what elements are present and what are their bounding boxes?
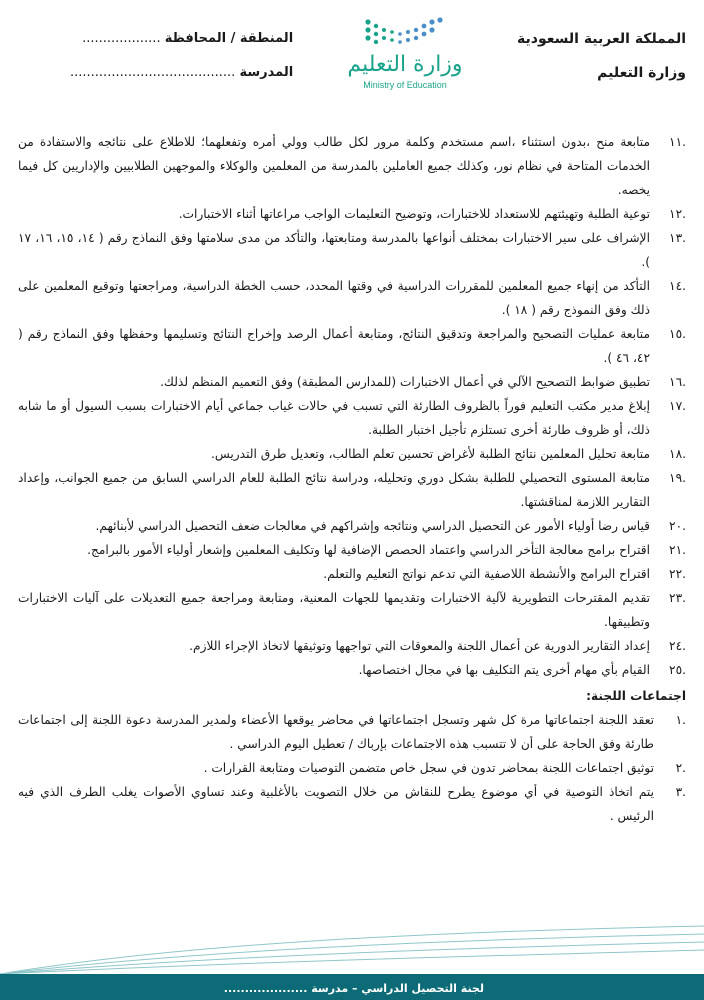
list-item [18,274,686,322]
item-text: اقتراح برامج معالجة التأخر الدراسي واعتماد الحصص الإضافية لها وتكليف المعلمين وإشعار أولياء الأمور بالبرامج. [87,543,650,557]
kingdom-name: المملكة العربية السعودية [517,31,686,47]
page-header [0,0,704,110]
item-text: تطبيق ضوابط التصحيح الآلي في أعمال الاختبارات (للمدارس المطبقة) وفق التعميم المنظم لذلك. [160,375,650,389]
list-item [18,370,686,394]
item-text: التأكد من إنهاء جميع المعلمين للمقررات الدراسية في وقتها المحدد، حسب الخطة الدراسية، ومراجعتها وتوقيع المعلمين على ذلك وفق النموذج رقم ( ١٨ ). [18,279,650,317]
item-number: ١. [675,713,686,727]
list-item [18,130,686,202]
item-number: ٢٠. [669,519,686,533]
item-text: الإشراف على سير الاختبارات بمختلف أنواعها بالمدرسة ومتابعتها، والتأكد من مدى سلامتها وفق النماذج رقم ( ١٤، ١٥، ١٦، ١٧ ). [18,231,650,269]
logo-arabic-text: وزارة التعليم [347,52,463,77]
list-item [18,634,686,658]
item-number: ١٨. [669,447,686,461]
list-item [18,322,686,370]
item-number: ٢٣. [669,591,686,605]
item-number: ١٦. [669,375,686,389]
header-org [517,22,686,90]
document-body [18,130,686,828]
school-field [70,56,293,90]
item-text: متابعة عمليات التصحيح والمراجعة وتدقيق النتائج، ومتابعة أعمال الرصد وإخراج النتائج وتسليمها وحفظها وفق النماذج رقم ( ٤٢، ٤٦ ). [18,327,650,365]
item-number: ٢١. [669,543,686,557]
item-number: ١٩. [669,471,686,485]
item-text: تعقد اللجنة اجتماعاتها مرة كل شهر وتسجل اجتماعاتها في محاضر يوقعها الأعضاء ولمدير المدرسة دعوة اللجنة إلى اجتماعات طارئة وفق الحاجة على أن لا تتسبب هذه الاجتماعات بإرباك / تعطيل اليوم الدراسي . [18,713,654,751]
list-item [18,226,686,274]
item-text: متابعة المستوى التحصيلي للطلبة بشكل دوري وتحليله، ودراسة نتائج الطلبة للعام الدراسي السابق من جميع الجوانب، وإعداد التقارير اللازمة لمناقشتها. [18,471,650,509]
item-text: يتم اتخاذ التوصية في أي موضوع يطرح للنقاش من خلال التصويت بالأغلبية وعند تساوي الأصوات يغلب الطرف الذي فيه الرئيس . [18,785,654,823]
logo-dots-icon [348,14,458,54]
list-item [18,586,686,634]
list-item [18,202,686,226]
item-text: متابعة تحليل المعلمين نتائج الطلبة لأغراض تحسين تعلم الطالب، وتعديل طرق التدريس. [210,447,650,461]
ministry-logo [340,14,470,94]
region-label: المنطقة / المحافظة [164,31,294,46]
page-footer [0,964,704,1000]
footer-wave-icon [0,924,704,974]
header-fields [70,22,293,90]
item-number: ٢٥. [669,663,686,677]
item-text: تقديم المقترحات التطويرية لآلية الاختبارات وتقديمها للجهات المعنية، ومتابعة ومراجعة جميع التعديلات على آليات الاختبارات وتطبيقها. [18,591,650,629]
item-number: ٢. [675,761,686,775]
item-number: ١٢. [669,207,686,221]
item-number: ٢٤. [669,639,686,653]
item-text: توعية الطلبة وتهيئتهم للاستعداد للاختبارات، وتوضيح التعليمات الواجب مراعاتها أثناء الاختبارات. [178,207,650,221]
item-number: ١٣. [669,231,686,245]
list-item [18,562,686,586]
school-dots: ........................................ [70,65,236,80]
item-text: اقتراح البرامج والأنشطة اللاصفية التي تدعم نواتج التعليم والتعلم. [323,567,650,581]
item-text: متابعة منح ،بدون استثناء ،اسم مستخدم وكلمة مرور لكل طالب وولي أمره وتفعلهما؛ للاطلاع على نتائجه والاستفادة من الخدمات المتاحة في نظام نور، وكذلك جميع العاملين بالمدرسة من المعلمين والوكلاء والموجهين الطلابيين والإداريين كل فيما يخصه. [18,135,650,197]
list-item [18,442,686,466]
list-item [18,780,686,828]
ministry-name: وزارة التعليم [597,65,686,81]
list-item [18,708,686,756]
meetings-title: اجتماعات اللجنة: [586,689,686,703]
list-item [18,466,686,514]
list-item [18,514,686,538]
item-text: القيام بأي مهام أخرى يتم التكليف بها في مجال اختصاصها. [358,663,650,677]
list-item [18,658,686,682]
item-number: ١٤. [669,279,686,293]
tasks-list [18,130,686,682]
list-item [18,538,686,562]
footer-text: لجنة التحصيل الدراسي – مدرسة .................... [223,982,484,995]
school-label: المدرسة [239,65,294,80]
item-text: توثيق اجتماعات اللجنة بمحاضر تدون في سجل خاص متضمن التوصيات ومتابعة القرارات . [203,761,654,775]
item-text: إعداد التقارير الدورية عن أعمال اللجنة والمعوقات التي تواجهها وتوثيقها لاتخاذ الإجراء اللازم. [189,639,650,653]
logo-english-text: Ministry of Education [363,80,447,90]
region-field [70,22,293,56]
item-number: ١١. [669,135,686,149]
item-number: ١٧. [669,399,686,413]
item-text: قياس رضا أولياء الأمور عن التحصيل الدراسي ونتائجه وإشراكهم في معالجات ضعف التحصيل الدراسي لأبنائهم. [95,519,650,533]
item-text: إبلاغ مدير مكتب التعليم فوراً بالظروف الطارئة التي تسبب في حالات غياب جماعي أيام الاختبارات بسبب السيول أو ما شابه ذلك، أو ظروف طارئة أخرى تستلزم تأجيل اختبار الطلبة. [18,399,650,437]
meetings-list [18,708,686,828]
region-dots: ................... [82,31,161,46]
item-number: ١٥. [669,327,686,341]
item-number: ٢٢. [669,567,686,581]
list-item [18,394,686,442]
item-number: ٣. [675,785,686,799]
list-item [18,756,686,780]
